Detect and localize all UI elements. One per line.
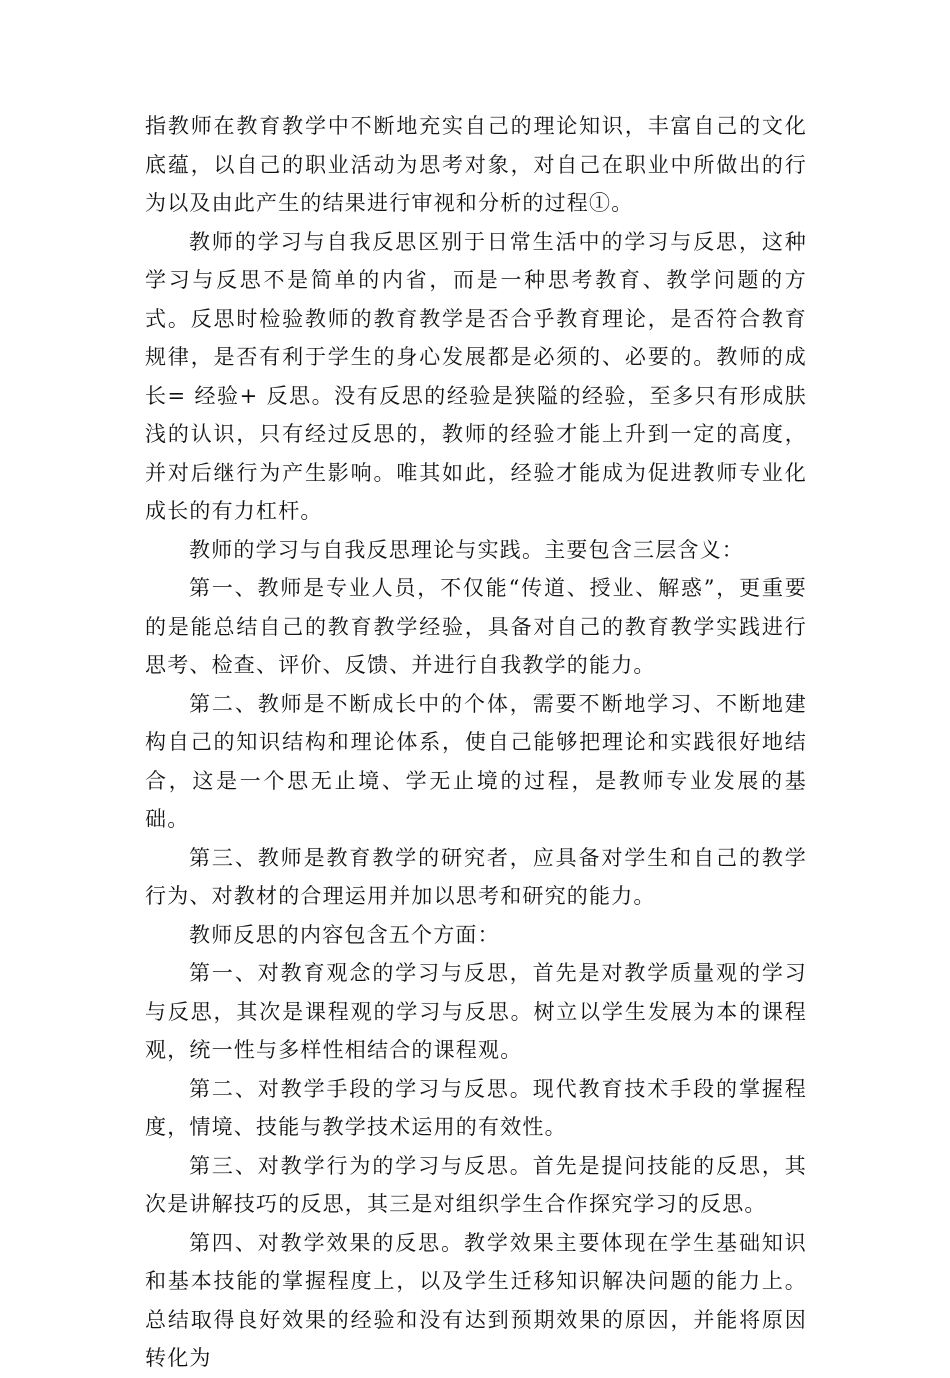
- paragraph-6: 第三、教师是教育教学的研究者，应具备对学生和自己的教学行为、对教材的合理运用并加以思考和研究的能力。: [145, 845, 807, 908]
- paragraph-4: 第一、教师是专业人员，不仅能“传道、授业、解惑”，更重要的是能总结自己的教育教学经验，具备对自己的教育教学实践进行思考、检查、评价、反馈、并进行自我教学的能力。: [145, 576, 807, 677]
- paragraph-8: 第一、对教育观念的学习与反思，首先是对教学质量观的学习与反思，其次是课程观的学习与反思。树立以学生发展为本的课程观，统一性与多样性相结合的课程观。: [145, 961, 807, 1062]
- paragraph-1: 指教师在教育教学中不断地充实自己的理论知识，丰富自己的文化底蕴，以自己的职业活动为思考对象，对自己在职业中所做出的行为以及由此产生的结果进行审视和分析的过程①。: [145, 114, 807, 215]
- paragraph-5: 第二、教师是不断成长中的个体，需要不断地学习、不断地建构自己的知识结构和理论体系，使自己能够把理论和实践很好地结合，这是一个思无止境、学无止境的过程，是教师专业发展的基础。: [145, 691, 807, 831]
- paragraph-10: 第三、对教学行为的学习与反思。首先是提问技能的反思，其次是讲解技巧的反思，其三是对组织学生合作探究学习的反思。: [145, 1153, 807, 1216]
- paragraph-9: 第二、对教学手段的学习与反思。现代教育技术手段的掌握程度，情境、技能与教学技术运用的有效性。: [145, 1076, 807, 1139]
- paragraph-2: 教师的学习与自我反思区别于日常生活中的学习与反思，这种学习与反思不是简单的内省，而是一种思考教育、教学问题的方式。反思时检验教师的教育教学是否合乎教育理论，是否符合教育规律，是否有利于学生的身心发展都是必须的、必要的。教师的成长= 经验+ 反思。没有反思的经验是狭隘的经验，至多只有形成肤浅的认识，只有经过反思的，教师的经验才能上升到一定的高度，并对后继行为产生影响。唯其如此，经验才能成为促进教师专业化成长的有力杠杆。: [145, 229, 807, 523]
- paragraph-3: 教师的学习与自我反思理论与实践。主要包含三层含义：: [189, 537, 744, 562]
- document-body: [145, 107, 807, 1378]
- paragraph-7: 教师反思的内容包含五个方面：: [189, 922, 500, 947]
- paragraph-11: 第四、对教学效果的反思。教学效果主要体现在学生基础知识和基本技能的掌握程度上，以及学生迁移知识解决问题的能力上。总结取得良好效果的经验和没有达到预期效果的原因，并能将原因转化为: [145, 1230, 807, 1370]
